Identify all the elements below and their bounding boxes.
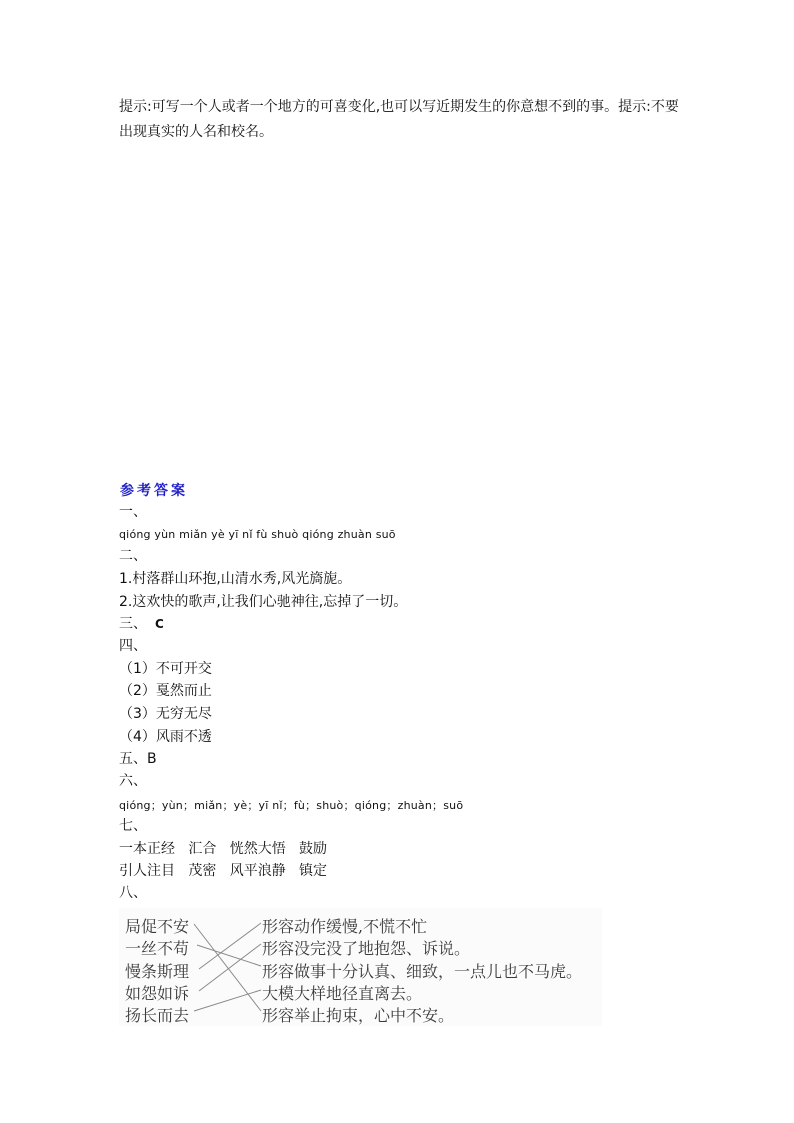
match-left-item-3: 慢条斯理 [125, 962, 190, 981]
section-3-label: 三、 [119, 616, 147, 632]
hint-line-2: 出现真实的人名和校名。 [119, 124, 273, 140]
section-4-item-3: （3）无穷无尽 [119, 706, 212, 722]
section-4-item-4: （4）风雨不透 [119, 729, 212, 745]
section-4-item-1: （1）不可开交 [119, 661, 212, 677]
match-line-5 [194, 990, 261, 1011]
section-1-pinyin: qióng yùn miǎn yè yī nǐ fù shuò qióng zhuàn suō [119, 528, 396, 541]
match-right-item-4: 大模大样地径直离去。 [262, 984, 423, 1003]
match-left-item-2: 一丝不苟 [125, 939, 190, 958]
section-1-label: 一、 [119, 504, 147, 520]
section-4-item-2: （2）戛然而止 [119, 683, 212, 699]
section-2-label: 二、 [119, 548, 147, 564]
match-right-item-2: 形容没完没了地抱怨、诉说。 [262, 939, 471, 958]
section-6-label: 六、 [119, 773, 147, 789]
match-left-item-5: 扬长而去 [125, 1006, 190, 1025]
match-right-item-3: 形容做事十分认真、细致，一点儿也不马虎。 [262, 962, 583, 981]
section-2-item-1: 1.村落群山环抱,山清水秀,风光旖旎。 [119, 571, 352, 587]
matching-exercise-image [119, 908, 602, 1026]
section-5-label: 五、B [119, 751, 157, 767]
match-left-item-4: 如怨如诉 [125, 984, 190, 1003]
section-4-label: 四、 [119, 638, 147, 654]
section-6-pinyin: qióng；yùn；miǎn；yè；yī nǐ；fù；shuò；qióng；zhuàn；suō [119, 799, 464, 812]
section-8-label: 八、 [119, 885, 147, 901]
answers-heading: 参考答案 [120, 483, 188, 499]
section-2-item-2: 2.这欢快的歌声,让我们心驰神往,忘掉了一切。 [119, 594, 408, 610]
match-left-item-1: 局促不安 [125, 917, 190, 936]
section-7-row-1: 一本正经 汇合 恍然大悟 鼓励 [119, 841, 328, 857]
match-right-item-1: 形容动作缓慢,不慌不忙 [262, 917, 428, 936]
section-7-label: 七、 [119, 818, 147, 834]
match-line-1 [194, 924, 261, 1011]
match-right-item-5: 形容举止拘束，心中不安。 [262, 1006, 455, 1025]
match-line-4 [199, 944, 261, 991]
match-line-3 [199, 923, 261, 969]
hint-line-1: 提示:可写一个人或者一个地方的可喜变化,也可以写近期发生的你意想不到的事。提示:不要 [119, 99, 679, 115]
section-7-row-2: 引人注目 茂密 风平浪静 镇定 [119, 863, 328, 879]
section-3-answer: C [155, 617, 164, 631]
